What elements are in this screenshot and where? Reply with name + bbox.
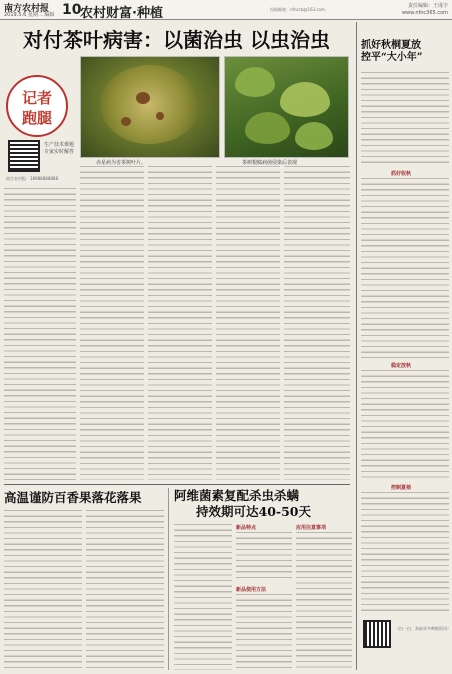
article1-column-2 bbox=[80, 166, 144, 480]
article3-subhead-3: 应用注意事项 bbox=[296, 525, 327, 531]
qr-code-icon[interactable] bbox=[363, 620, 391, 648]
logo-line1: 记者 bbox=[21, 89, 52, 107]
reporter-legwork-logo bbox=[6, 75, 68, 137]
contact-email: 投稿邮箱：nfnccb@163.com bbox=[270, 7, 325, 12]
hotline-text: 南方农村报：18988888888 bbox=[6, 176, 58, 181]
article3-headline-1: 阿维菌素复配杀虫杀螨 bbox=[174, 488, 300, 503]
issue-date: 2019.5.6 星期二 编辑 bbox=[4, 12, 55, 18]
sidebar-column bbox=[356, 22, 450, 670]
qr-code-icon[interactable] bbox=[8, 140, 40, 172]
article2-column-2 bbox=[86, 510, 164, 670]
sidebar-subhead-2: 稳定放秋 bbox=[391, 363, 412, 369]
article2-headline: 高温谨防百香果落花落果 bbox=[4, 490, 142, 505]
article1-column-3 bbox=[148, 166, 212, 480]
qr-caption: 生产技术难题专家实时解答 bbox=[44, 142, 75, 155]
tea-leaf-disease-photo bbox=[80, 56, 220, 158]
sidebar-section-3 bbox=[361, 492, 449, 614]
article3-subhead-2: 新品使用方法 bbox=[236, 587, 267, 593]
article3-column-2b bbox=[236, 594, 292, 670]
sidebar-intro bbox=[361, 72, 449, 166]
article3-column-2a bbox=[236, 532, 292, 582]
sidebar-headline-1: 抓好秋桐夏放 bbox=[361, 40, 421, 51]
article3-subhead-1: 新品特点 bbox=[236, 525, 257, 531]
article1-column-1 bbox=[4, 188, 76, 480]
newspaper-brand: 南方农村报 bbox=[4, 4, 50, 14]
photo2-caption: 茶树根腐病菌侵染后表现 bbox=[242, 160, 298, 166]
article1-column-4 bbox=[216, 166, 280, 480]
sidebar-subhead-1: 抓好收秋 bbox=[391, 171, 412, 177]
section-divider bbox=[4, 484, 350, 485]
article2-column-1 bbox=[4, 510, 82, 670]
sidebar-headline-2: 控平“大小年” bbox=[361, 52, 423, 63]
sidebar-section-2 bbox=[361, 370, 449, 480]
page-header bbox=[0, 0, 452, 20]
sidebar-section-1 bbox=[361, 178, 449, 358]
sidebar-subhead-3: 控制夏梢 bbox=[391, 485, 412, 491]
tea-root-disease-photo bbox=[224, 56, 349, 158]
column-divider bbox=[168, 488, 169, 670]
photo1-caption: 赤星病为害茶树叶片。 bbox=[96, 160, 147, 166]
header-right-info bbox=[402, 3, 448, 17]
article1-column-5 bbox=[284, 166, 350, 480]
article3-column-3 bbox=[296, 532, 352, 670]
article3-column-1 bbox=[174, 524, 232, 670]
article1-headline: 对付茶叶病害：以菌治虫 以虫治虫 bbox=[23, 28, 330, 52]
logo-line2: 跑腿 bbox=[21, 109, 52, 127]
sidebar-qr-caption: （扫一扫，获取更多种植资讯） bbox=[395, 626, 451, 631]
editor-line: 责任编辑：王成宇 bbox=[407, 3, 448, 9]
website: www.nfnc365.com bbox=[401, 10, 448, 16]
page-number: 10 bbox=[62, 2, 82, 18]
article3-headline-2: 持效期可达40-50天 bbox=[196, 504, 311, 519]
section-title: 农村财富·种植 bbox=[80, 6, 163, 21]
